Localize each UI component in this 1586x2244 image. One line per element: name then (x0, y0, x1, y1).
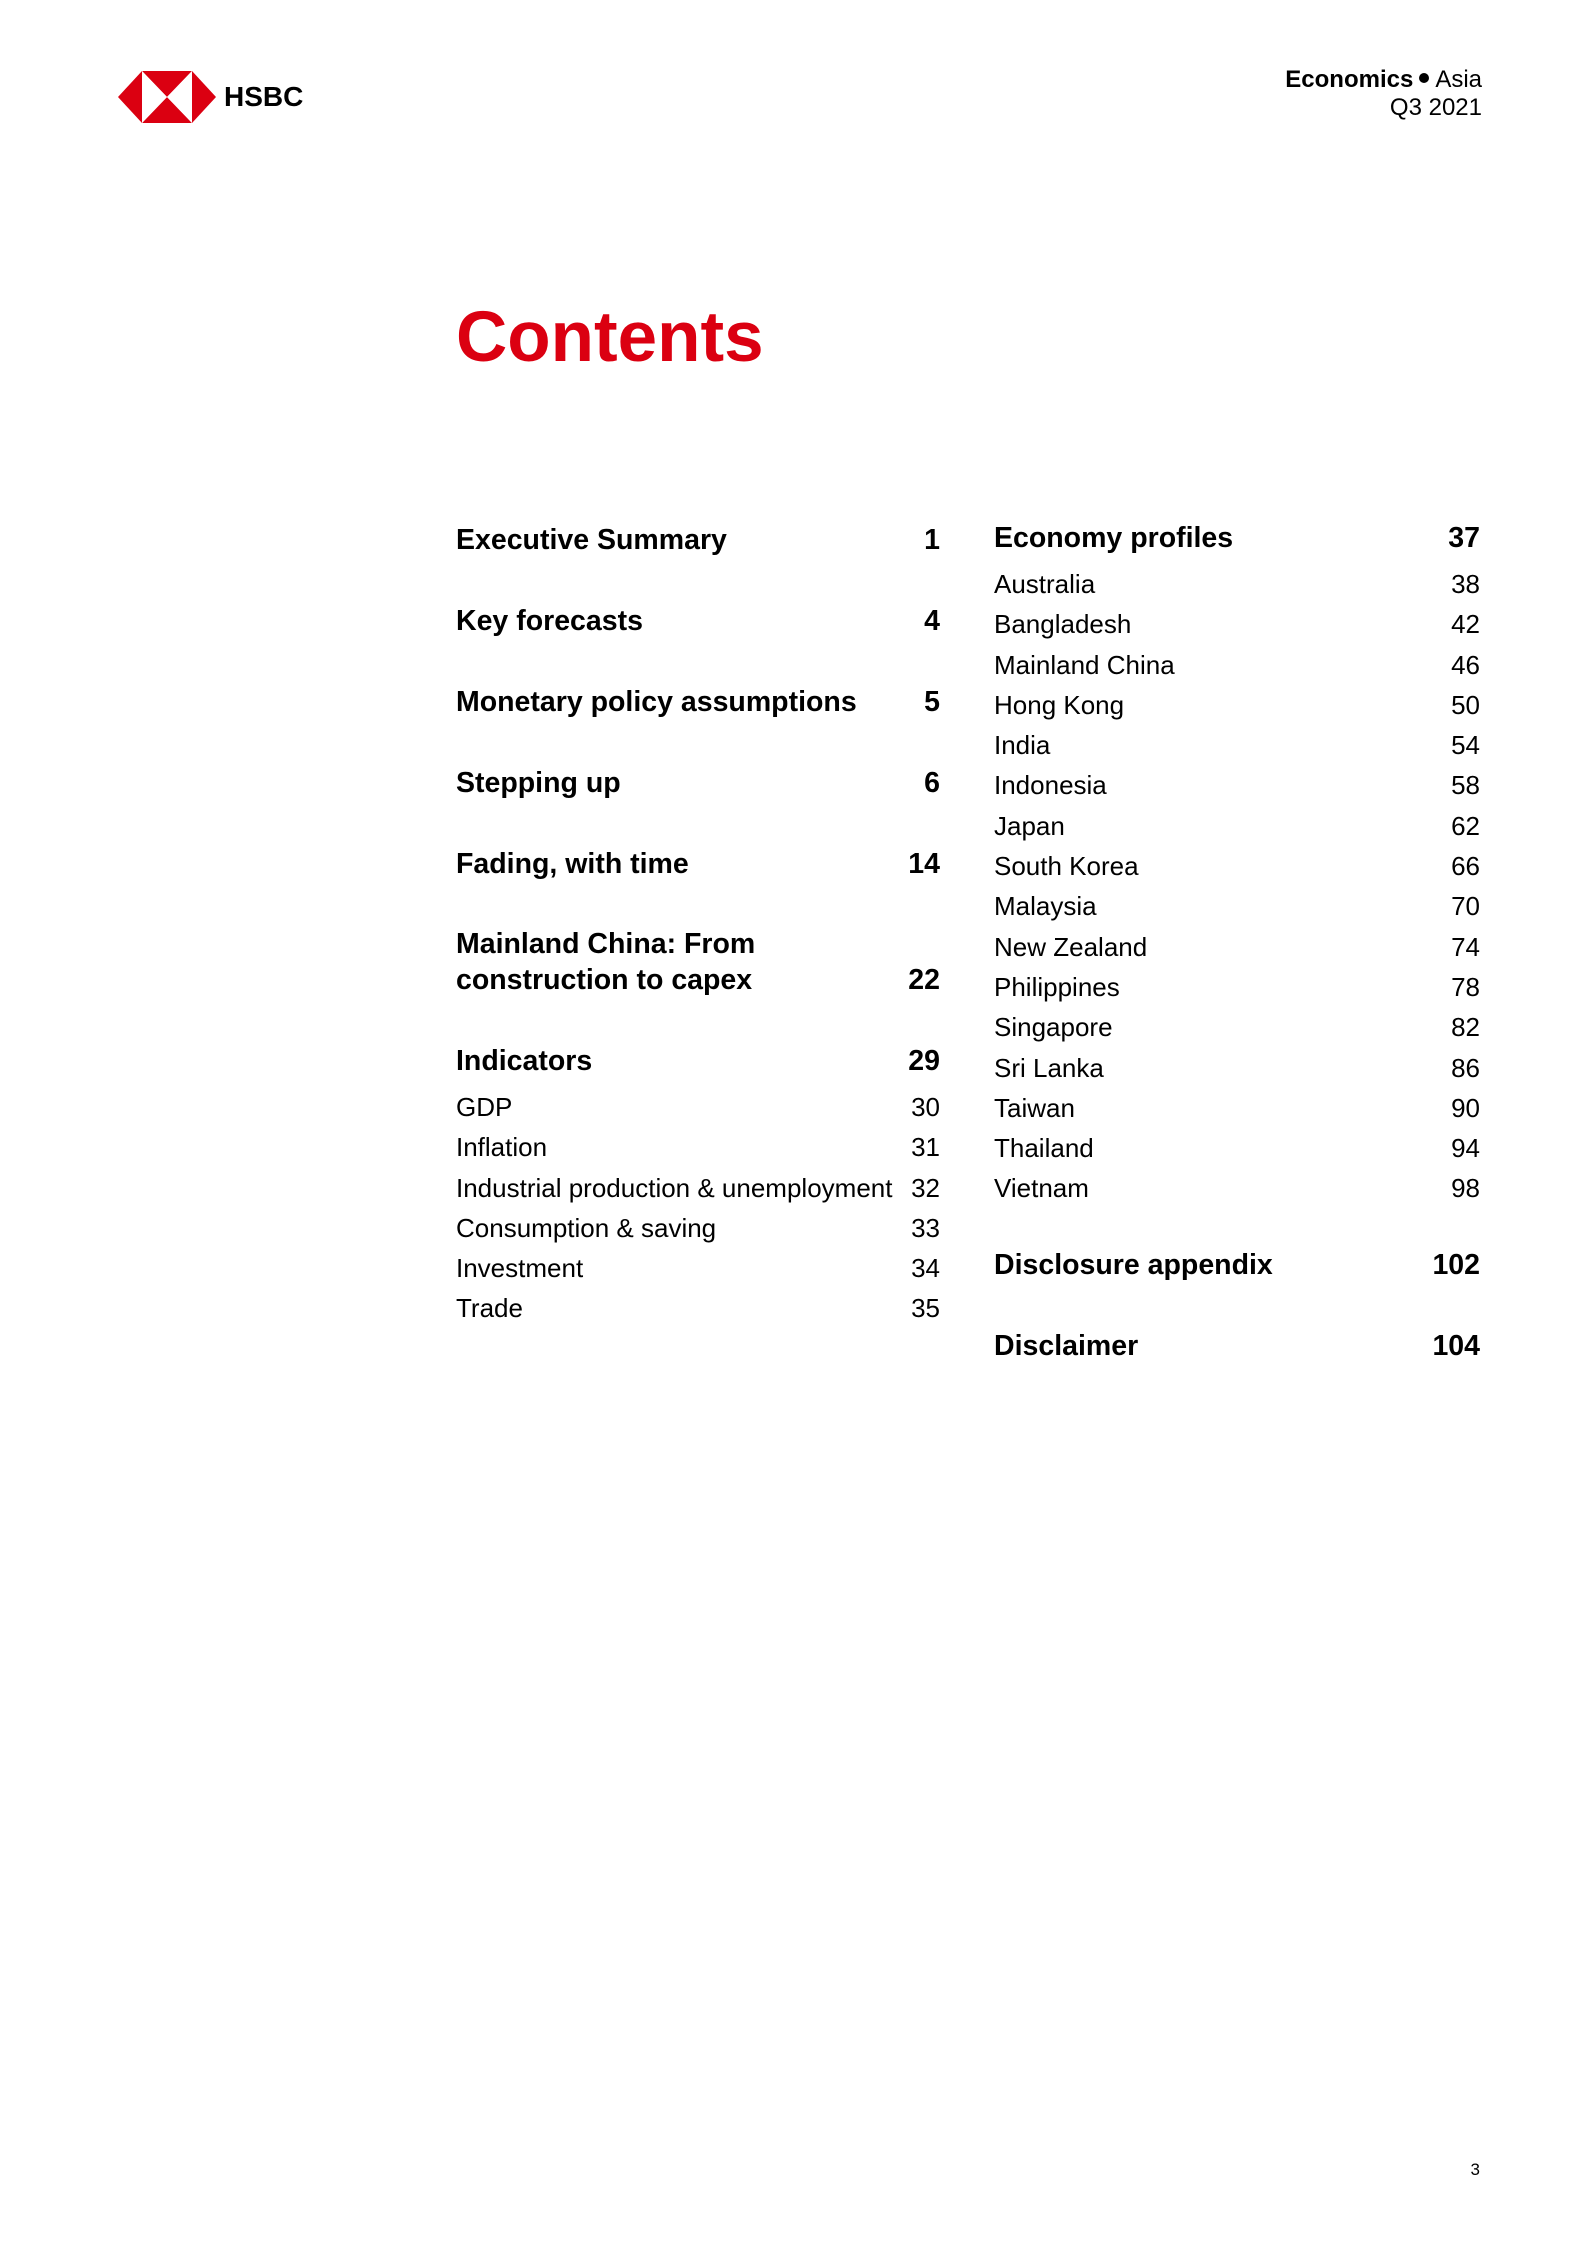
toc-entry-label (456, 926, 880, 998)
header-region: Asia (1435, 66, 1482, 93)
toc-entry-page: 14 (908, 848, 940, 880)
toc-entry-label: Disclosure appendix (994, 1248, 1273, 1281)
toc-entry-page: 86 (1451, 1052, 1480, 1083)
toc-entry-page: 78 (1451, 971, 1480, 1002)
toc-subentry-gdp[interactable] (456, 1087, 940, 1127)
toc-subentry-bangladesh[interactable] (994, 604, 1480, 644)
toc-subentry-malaysia[interactable] (994, 886, 1480, 926)
toc-entry-label: Executive Summary (456, 524, 727, 556)
toc-entry-economy-profiles[interactable] (994, 520, 1480, 556)
toc-subentry-philippines[interactable] (994, 967, 1480, 1007)
toc-entry-page: 66 (1451, 851, 1480, 882)
header-line-1 (1285, 66, 1482, 94)
toc-entry-page: 102 (1432, 1248, 1480, 1281)
toc-entry-label: Industrial production & unemployment (456, 1172, 893, 1203)
toc-entry-fading-with-time[interactable] (456, 846, 940, 882)
toc-entry-label: Stepping up (456, 767, 621, 799)
toc-entry-monetary-policy[interactable] (456, 684, 940, 720)
toc-subentry-new-zealand[interactable] (994, 927, 1480, 967)
toc-subentry-mainland-china[interactable] (994, 645, 1480, 685)
toc-entry-page: 33 (911, 1212, 940, 1243)
toc-subentry-vietnam[interactable] (994, 1168, 1480, 1208)
toc-entry-label: Thailand (994, 1133, 1094, 1164)
toc-right-column (994, 520, 1480, 1364)
toc-subentry-indonesia[interactable] (994, 765, 1480, 805)
toc-entry-page: 104 (1432, 1329, 1480, 1362)
toc-subentry-india[interactable] (994, 725, 1480, 765)
toc-entry-disclaimer[interactable] (994, 1328, 1480, 1364)
toc-entry-page: 22 (908, 964, 940, 996)
toc-entry-disclosure-appendix[interactable] (994, 1247, 1480, 1283)
toc-entry-label: Hong Kong (994, 689, 1125, 720)
toc-entry-label: New Zealand (994, 931, 1148, 962)
toc-entry-label: Economy profiles (994, 522, 1234, 554)
toc-entry-page: 37 (1448, 522, 1480, 554)
toc-entry-page: 50 (1451, 689, 1480, 720)
toc-entry-label: Singapore (994, 1012, 1113, 1043)
toc-subentry-consumption-saving[interactable] (456, 1208, 940, 1248)
toc-entry-page: 4 (924, 605, 940, 637)
toc-entry-label: Disclaimer (994, 1329, 1139, 1362)
toc-entry-key-forecasts[interactable] (456, 603, 940, 639)
toc-entry-page: 62 (1451, 810, 1480, 841)
toc-subentry-singapore[interactable] (994, 1007, 1480, 1047)
toc-entry-label: Sri Lanka (994, 1052, 1104, 1083)
header-period: Q3 2021 (1389, 94, 1482, 121)
toc-entry-label: Fading, with time (456, 848, 689, 880)
toc-entry-page: 42 (1451, 609, 1480, 640)
toc-entry-page: 70 (1451, 891, 1480, 922)
toc-subentry-taiwan[interactable] (994, 1088, 1480, 1128)
toc-entry-label: South Korea (994, 851, 1139, 882)
toc-entry-page: 6 (924, 767, 940, 799)
toc-entry-page: 30 (911, 1092, 940, 1122)
toc-entry-page: 58 (1451, 770, 1480, 801)
toc-entry-page: 38 (1451, 569, 1480, 599)
toc-entry-label: Indonesia (994, 770, 1107, 801)
toc-entry-page: 82 (1451, 1012, 1480, 1043)
toc-subentry-thailand[interactable] (994, 1128, 1480, 1168)
toc-entry-label: Key forecasts (456, 605, 643, 637)
toc-left-column (456, 522, 940, 1329)
toc-entry-label: Investment (456, 1253, 584, 1284)
toc-entry-label: Taiwan (994, 1092, 1075, 1123)
document-header (1285, 66, 1482, 122)
page-number: 3 (1470, 2160, 1480, 2179)
brand-name: HSBC (224, 81, 304, 112)
toc-entry-page: 74 (1451, 931, 1480, 962)
toc-subentry-trade[interactable] (456, 1288, 940, 1328)
toc-subentry-south-korea[interactable] (994, 846, 1480, 886)
toc-entry-label: Vietnam (994, 1173, 1089, 1204)
header-section: Economics (1285, 66, 1414, 93)
bullet-separator-icon (1419, 73, 1429, 83)
page-title: Contents (456, 298, 764, 377)
hsbc-logo (118, 71, 318, 123)
toc-entry-page: 90 (1451, 1092, 1480, 1123)
toc-entry-label: Indicators (456, 1045, 593, 1077)
hsbc-hexagon-icon (118, 71, 216, 123)
toc-entry-label: Mainland China (994, 649, 1175, 680)
toc-entry-page: 34 (911, 1253, 940, 1284)
toc-subentry-hong-kong[interactable] (994, 685, 1480, 725)
toc-entry-mainland-china-capex[interactable] (456, 926, 940, 998)
toc-entry-page: 54 (1451, 730, 1480, 761)
toc-subentry-industrial-production[interactable] (456, 1168, 940, 1208)
toc-entry-label: Monetary policy assumptions (456, 686, 857, 718)
toc-entry-label: Japan (994, 810, 1065, 841)
toc-entry-label: Australia (994, 569, 1096, 599)
toc-entry-executive-summary[interactable] (456, 522, 940, 558)
toc-entry-label: Trade (456, 1293, 523, 1324)
toc-subentry-investment[interactable] (456, 1248, 940, 1288)
toc-entry-stepping-up[interactable] (456, 765, 940, 801)
toc-entry-page: 31 (911, 1132, 940, 1163)
toc-entry-indicators[interactable] (456, 1043, 940, 1079)
toc-entry-page: 94 (1451, 1133, 1480, 1164)
toc-subentry-japan[interactable] (994, 806, 1480, 846)
toc-entry-label: Malaysia (994, 891, 1097, 922)
toc-entry-label: Inflation (456, 1132, 548, 1163)
toc-entry-label: Philippines (994, 971, 1120, 1002)
toc-entry-page: 32 (911, 1172, 940, 1203)
toc-entry-label: India (994, 730, 1051, 761)
toc-entry-page: 1 (924, 524, 940, 556)
toc-entry-label: GDP (456, 1092, 513, 1122)
toc-entry-page: 35 (911, 1293, 940, 1324)
toc-entry-label: Consumption & saving (456, 1212, 717, 1243)
toc-subentry-sri-lanka[interactable] (994, 1048, 1480, 1088)
toc-entry-label-line-2: construction to capex (456, 964, 753, 996)
toc-economy-profiles-sublist (994, 564, 1480, 1209)
toc-entry-label: Bangladesh (994, 609, 1132, 640)
toc-entry-page: 98 (1451, 1173, 1480, 1204)
toc-entry-page: 5 (924, 686, 940, 718)
toc-entry-page: 46 (1451, 649, 1480, 680)
toc-subentry-australia[interactable] (994, 564, 1480, 604)
toc-subentry-inflation[interactable] (456, 1127, 940, 1167)
toc-entry-page: 29 (908, 1045, 940, 1077)
toc-entry-label-line-1: Mainland China: From (456, 928, 756, 960)
toc-indicators-sublist (456, 1087, 940, 1329)
